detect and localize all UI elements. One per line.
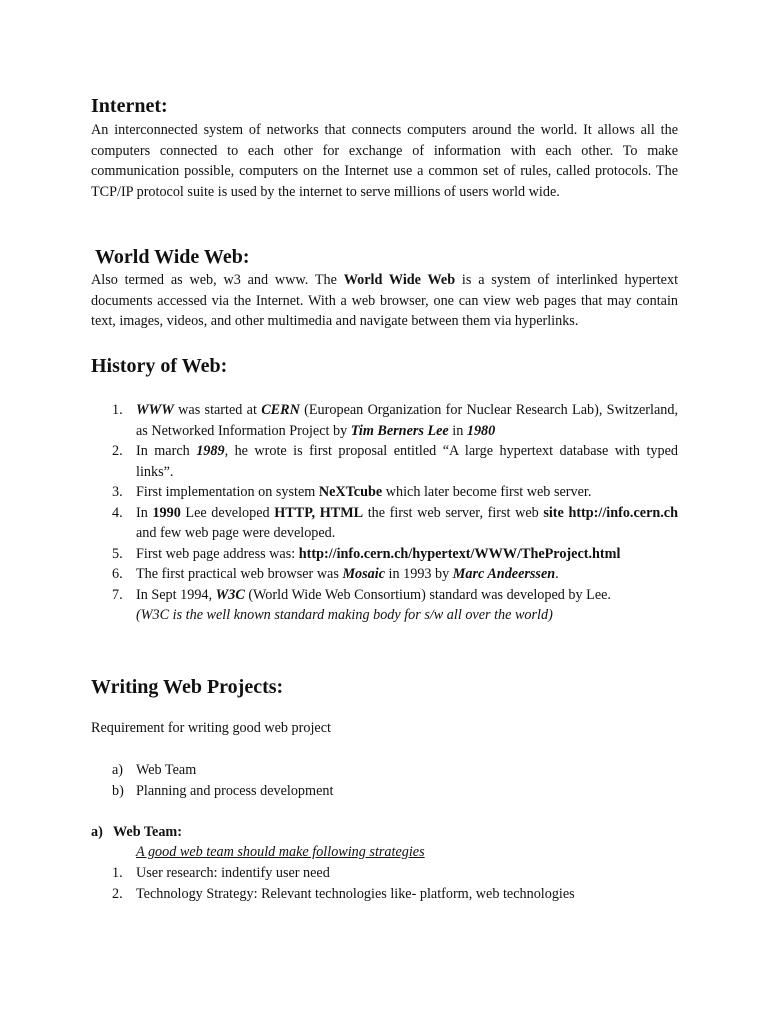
history-text: which later become first web server. [382, 484, 592, 500]
history-text: . [555, 566, 559, 582]
history-term-person: Tim Berners Lee [350, 422, 449, 439]
history-item-4 [91, 503, 678, 544]
history-term-url: http://info.cern.ch/hypertext/WWW/TheProject.html [298, 545, 621, 562]
history-term-mosaic: Mosaic [342, 566, 385, 582]
history-text: First web page address was: [136, 545, 299, 562]
history-text: the first web server, first web [363, 504, 544, 521]
list-number: 7. [112, 586, 123, 603]
history-text: was started at [173, 402, 262, 418]
projects-intro: Requirement for writing good web project [91, 720, 331, 736]
history-text: and few web page were developed. [136, 525, 336, 541]
list-number: 2. [112, 443, 123, 459]
history-item-1 [91, 400, 678, 441]
www-text-2: is a system of interlinked hypertext documents accessed via the Internet. With a web browser, one can view web pages that may contain text, images, videos, and other multimedia and navigate between them via hyperlinks. [91, 272, 679, 329]
history-text: (European Organization for Nuclear Research Lab), Switzerland, as Networked Information Project by [136, 402, 678, 439]
list-number: 2. [112, 886, 123, 902]
list-number: 3. [112, 484, 123, 500]
web-team-item-1 [112, 865, 330, 882]
history-text: In march [136, 443, 197, 459]
history-term-year: 1989 [196, 443, 225, 459]
history-term-www: WWW [136, 402, 174, 418]
history-text: , he wrote is first proposal entitled “A large hypertext database with typed links”. [136, 443, 678, 480]
history-text: In Sept 1994, [136, 586, 216, 603]
history-term-year: 1980 [466, 422, 496, 439]
history-item-5 [91, 544, 678, 565]
list-text: User research: indentify user need [136, 865, 330, 881]
history-text: First implementation on system [136, 484, 319, 500]
option-label: Planning and process development [136, 783, 334, 799]
history-text: In [136, 504, 153, 521]
www-paragraph [91, 270, 678, 332]
history-text: Lee developed [180, 504, 275, 521]
history-heading: History of Web: [91, 355, 228, 377]
history-note: (W3C is the well known standard making body for s/w all over the world) [136, 607, 553, 623]
option-marker: a) [112, 762, 124, 778]
history-term-site: site http://info.cern.ch [543, 504, 678, 521]
history-term-nextcube: NeXTcube [318, 484, 383, 500]
www-term: World Wide Web [343, 272, 456, 288]
history-term-w3c: W3C [215, 586, 245, 603]
web-team-heading [91, 824, 182, 841]
history-list [91, 400, 678, 626]
www-text-1: Also termed as web, w3 and www. The [91, 272, 344, 288]
list-number: 1. [112, 865, 123, 881]
section-marker: a) [91, 824, 103, 840]
history-term-protocols: HTTP, HTML [274, 504, 364, 521]
list-number: 5. [112, 545, 123, 562]
projects-option-a [112, 762, 197, 779]
www-heading: World Wide Web: [95, 246, 250, 268]
history-item-7 [91, 585, 678, 626]
projects-heading: Writing Web Projects: [91, 676, 284, 698]
option-marker: b) [112, 783, 124, 799]
list-number: 4. [112, 504, 123, 521]
list-number: 6. [112, 566, 123, 582]
list-text: Technology Strategy: Relevant technologies like- platform, web technologies [136, 886, 575, 902]
history-term-year: 1990 [152, 504, 181, 521]
web-team-subheading: A good web team should make following strategies [136, 844, 425, 860]
history-text: (World Wide Web Consortium) standard was developed by Lee. [244, 586, 611, 603]
internet-paragraph: An interconnected system of networks that connects computers around the world. It allows all the computers connected to each other for exchange of information with each other. To make communication possible, computers on the Internet use a common set of rules, called protocols. The TCP/IP protocol suite is used by the internet to serve millions of users world wide. [91, 122, 678, 200]
internet-heading: Internet: [91, 95, 168, 117]
history-item-6 [91, 564, 678, 585]
list-number: 1. [112, 402, 123, 418]
history-item-2 [91, 441, 678, 482]
section-title: Web Team: [113, 824, 182, 840]
history-text: in 1993 by [385, 566, 453, 582]
projects-option-b [112, 783, 334, 800]
history-term-person: Marc Andeerssen [452, 566, 556, 582]
history-item-3 [91, 482, 678, 503]
web-team-item-2 [112, 886, 575, 903]
history-text: The first practical web browser was [136, 566, 343, 582]
option-label: Web Team [136, 762, 197, 778]
history-term-cern: CERN [261, 402, 300, 418]
history-text: in [448, 422, 467, 439]
